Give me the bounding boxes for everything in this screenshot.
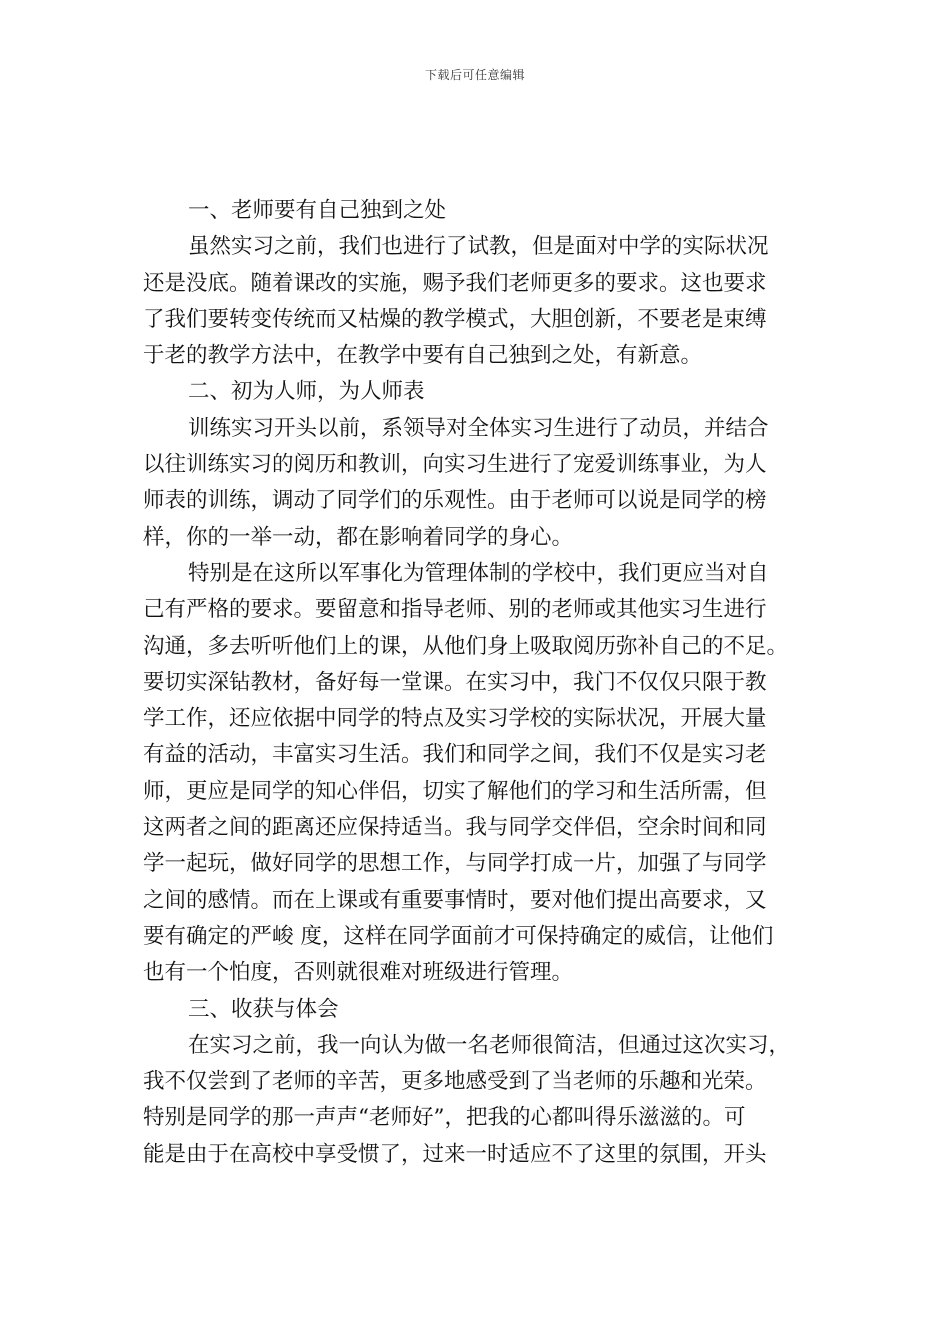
text-line: 还是没底。随着课改的实施，赐予我们老师更多的要求。这也要求 [143, 270, 767, 296]
text-line: 要切实深钻教材，备好每一堂课。在实习中，我门不仅仅只限于教 [143, 669, 767, 695]
text-line: 师，更应是同学的知心伴侣，切实了解他们的学习和生活所需，但 [143, 778, 767, 804]
text-line: 沟通，多去听听他们上的课，从他们身上吸取阅历弥补自己的不足。 [143, 633, 789, 659]
text-line: 三、收获与体会 [188, 996, 339, 1022]
text-line: 学一起玩，做好同学的思想工作，与同学打成一片，加强了与同学 [143, 851, 767, 877]
text-line: 以往训练实习的阅历和教训，向实习生进行了宠爱训练事业，为人 [143, 452, 767, 478]
page-header: 下载后可任意编辑 [424, 68, 525, 82]
text-line: 要有确定的严峻 度，这样在同学面前才可保持确定的威信，让他们 [143, 923, 774, 949]
text-line: 训练实习开头以前，系领导对全体实习生进行了动员，并结合 [188, 415, 769, 441]
text-line: 也有一个怕度，否则就很难对班级进行管理。 [143, 960, 574, 986]
text-line: 一、老师要有自己独到之处 [188, 198, 447, 223]
document-body [143, 193, 808, 1173]
text-line: 在实习之前，我一向认为做一名老师很简洁，但通过这次实习， [188, 1032, 791, 1058]
text-line: 学工作，还应依据中同学的特点及实习学校的实际状况，开展大量 [143, 706, 767, 732]
text-line: 二、初为人师，为人师表 [188, 379, 425, 405]
text-line: 了我们要转变传统而又枯燥的教学模式，大胆创新，不要老是束缚 [143, 306, 767, 332]
text-line: 虽然实习之前，我们也进行了试教，但是面对中学的实际状况 [188, 234, 769, 260]
text-line: 能是由于在高校中享受惯了，过来一时适应不了这里的氛围，开头 [143, 1141, 767, 1167]
text-line: 样，你的一举一动，都在影响着同学的身心。 [143, 524, 574, 550]
text-line: 特别是在这所以军事化为管理体制的学校中，我们更应当对自 [188, 560, 769, 586]
text-line: 我不仅尝到了老师的辛苦，更多地感受到了当老师的乐趣和光荣。 [143, 1069, 767, 1095]
text-line: 于老的教学方法中，在教学中要有自己独到之处，有新意。 [143, 343, 703, 369]
text-line: 师表的训练，调动了同学们的乐观性。由于老师可以说是同学的榜 [143, 488, 767, 514]
text-line: 特别是同学的那一声声“老师好”，把我的心都叫得乐滋滋的。可 [143, 1105, 746, 1131]
text-line: 有益的活动，丰富实习生活。我们和同学之间，我们不仅是实习老 [143, 742, 767, 768]
text-line: 己有严格的要求。要留意和指导老师、别的老师或其他实习生进行 [143, 597, 767, 623]
text-line: 这两者之间的距离还应保持适当。我与同学交伴侣，空余时间和同 [143, 815, 767, 841]
text-line: 之间的感情。而在上课或有重要事情时，要对他们提出高要求，又 [143, 887, 767, 913]
